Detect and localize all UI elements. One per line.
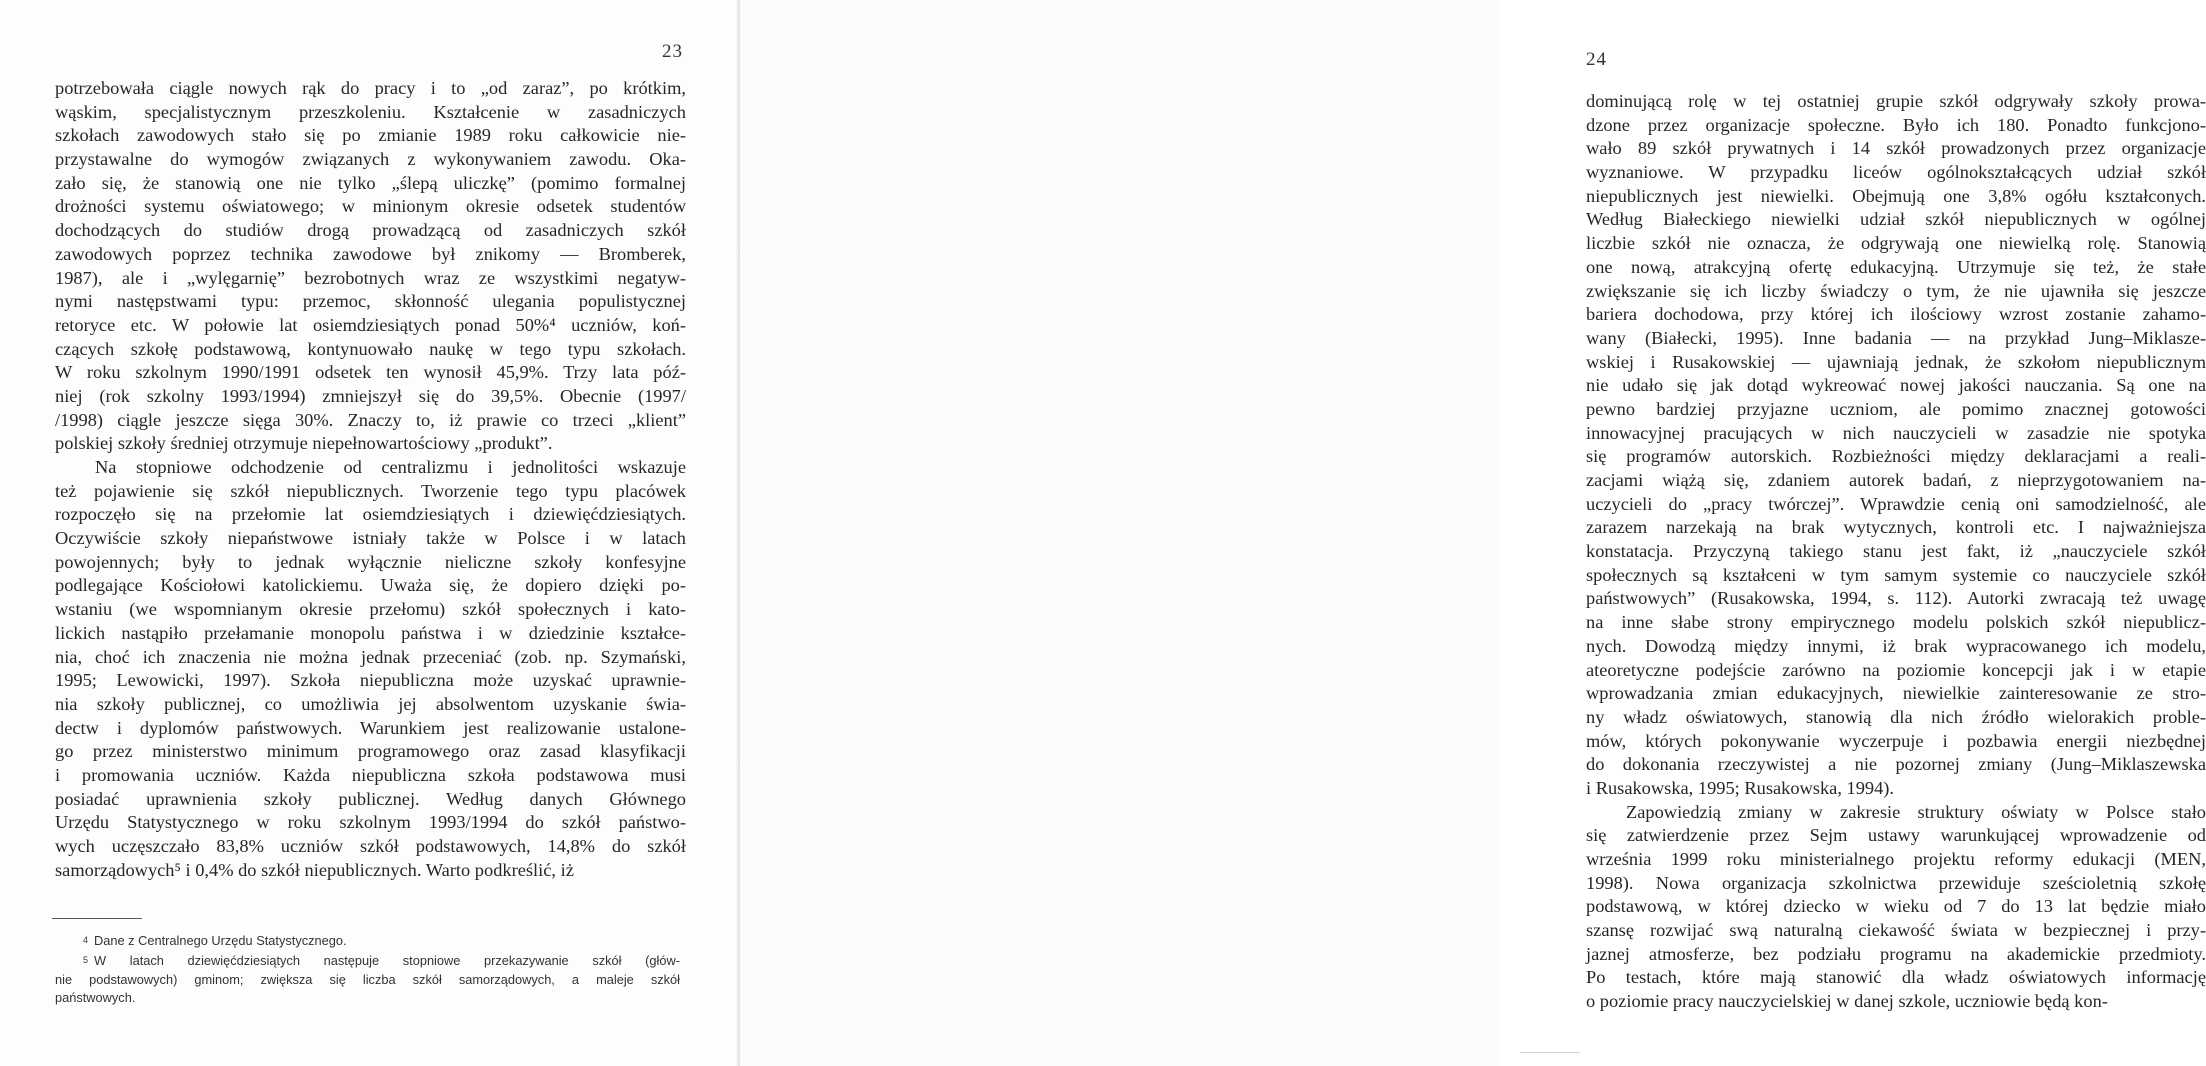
text-line: Urzędu Statystycznego w roku szkolnym 1993/1994 do szkół państwo-	[55, 812, 686, 833]
text-line: zawodowych poprzez technika zawodowe był znikomy — Bromberek,	[55, 243, 686, 264]
text-line: podstawową, w której dziecko w wieku od 7 do 13 lat będzie miało	[1586, 896, 2206, 917]
text-line: pewno bardziej przyjazne uczniom, ale pomimo znacznej gotowości	[1586, 398, 2206, 419]
text-line: wych uczęszczało 83,8% uczniów szkół podstawowych, 14,8% do szkół	[55, 836, 686, 856]
text-line: polskiej szkoły średniej otrzymuje niepełnowartościowy „produkt”.	[55, 433, 553, 454]
text-line: się zatwierdzenie przez Sejm ustawy warunkującej wprowadzenie od	[1586, 825, 2206, 846]
text-line: wało 89 szkół prywatnych i 14 szkół prowadzonych przez organizacje	[1586, 138, 2206, 159]
text-line: nie udało się jak dotąd wykreować nowej jakości nauczania. Są one na	[1586, 375, 2206, 396]
text-line: zwiększanie się ich liczby świadczy o tym, że nie ujawniła się jeszcze	[1586, 280, 2206, 301]
text-line: W roku szkolnym 1990/1991 odsetek ten wynosił 45,9%. Trzy lata póź-	[55, 362, 686, 383]
footnote-marker: 5	[83, 954, 89, 965]
text-line: jaznej atmosferze, bez podziału programu na akademickie przedmioty.	[1586, 943, 2206, 964]
text-line: bariera dochodowa, przy której ich ilościowy wzrost zostanie zahamo-	[1586, 304, 2206, 325]
footnote-marker: 4	[83, 935, 89, 945]
text-line: nia szkoły publicznej, co umożliwia jej absolwentom uzyskanie świa-	[55, 693, 686, 714]
text-line: Po testach, które mają stanowić dla władz oświatowych informację	[1586, 967, 2206, 988]
text-line: Według Białeckiego niewielki udział szkół niepublicznych w ogólnej	[1586, 209, 2206, 230]
text-line: konstatacja. Przyczyną takiego stanu jest fakt, iż „nauczyciele szkół	[1586, 541, 2206, 562]
text-line: podlegające Kościołowi katolickiemu. Uważa się, że dopiero dzięki po-	[55, 575, 686, 596]
footnote	[55, 932, 680, 952]
footnote	[55, 952, 680, 1007]
text-line: dectw i dyplomów państwowych. Warunkiem jest realizowanie ustalone-	[55, 717, 686, 738]
text-line: Na stopniowe odchodzenie od centralizmu i jednolitości wskazuje	[95, 457, 686, 477]
text-line: się programów autorskich. Rozbieżności między deklaracjami a reali-	[1586, 446, 2206, 467]
text-line: też pojawienie się szkół niepublicznych. Tworzenie tego typu placówek	[55, 480, 686, 501]
text-line: lickich nastąpiło przełamanie monopolu państwa i w dziedzinie kształce-	[55, 622, 686, 643]
text-line: Zapowiedzią zmiany w zakresie struktury oświaty w Polsce stało	[1626, 801, 2206, 822]
text-line: wąskim, specjalistycznym przeszkoleniu. Kształcenie w zasadniczych	[55, 101, 686, 122]
text-line: wstaniu (we wspomnianym okresie przełomu) szkół społecznych i kato-	[55, 599, 686, 620]
text-line: innowacyjnej pracujących w nich nauczycieli w zasadzie nie spotyka	[1586, 422, 2206, 443]
footnotes	[55, 932, 680, 1006]
text-line: niej (rok szkolny 1993/1994) zmniejszył się do 39,5%. Obecnie (1997/	[55, 385, 686, 406]
text-line: dominującą rolę w tej ostatniej grupie szkół odgrywały szkoły prowa-	[1586, 91, 2206, 111]
text-line: nymi następstwami typu: przemoc, skłonność ulegania populistycznej	[55, 291, 686, 312]
text-line: na inne słabe strony empirycznego modelu polskich szkół niepublicz-	[1586, 612, 2206, 633]
text-line: liczbie szkół nie oznacza, że odgrywają one niewielką rolę. Stanowią	[1586, 233, 2206, 254]
text-line: i Rusakowska, 1995; Rusakowska, 1994).	[1586, 777, 1895, 798]
text-line: września 1999 roku ministerialnego projektu reformy edukacji (MEN,	[1586, 849, 2206, 869]
text-line: wskiej i Rusakowskiej — ujawniają jednak, że szkołom niepublicznym	[1586, 351, 2206, 372]
text-line: państwowych” (Rusakowska, 1994, s. 112). Autorki zwracają też uwagę	[1586, 588, 2206, 609]
text-line: ateoretyczne podejście zarówno na poziomie koncepcji jak i w etapie	[1586, 659, 2206, 680]
right-page-body	[1586, 90, 2206, 1014]
page-number-left: 23	[662, 41, 683, 62]
text-line: 1987), ale i „wylęgarnię” bezrobotnych wraz ze wszystkimi negatyw-	[55, 267, 686, 288]
text-line: zarazem narzekają na brak wytycznych, kontroli etc. I najważniejsza	[1586, 517, 2206, 538]
footnote-line	[55, 989, 680, 1007]
text-line: dochodzących do studiów drogą prowadzącą od zasadniczych szkół	[55, 220, 686, 241]
text-line: nych. Dowodzą między innymi, iż brak wypracowanego ich modelu,	[1586, 635, 2206, 656]
text-line: go przez ministerstwo minimum programowego oraz zasad klasyfikacji	[55, 741, 686, 762]
footnote-text: nie podstawowych) gminom; zwiększa się liczba szkół samorządowych, a maleje szkół	[55, 972, 680, 987]
text-line: potrzebowała ciągle nowych rąk do pracy i to „od zaraz”, po krótkim,	[55, 78, 686, 98]
text-line: 1998). Nowa organizacja szkolnictwa przewiduje sześcioletnią szkołę	[1586, 872, 2206, 893]
page-number-right: 24	[1586, 49, 1607, 70]
footnote-separator	[52, 918, 142, 919]
text-line: uczycieli do „pracy twórczej”. Wprawdzie cenią oni samodzielność, ale	[1586, 493, 2206, 514]
text-line: o poziomie pracy nauczycielskiej w danej szkole, uczniowie będą kon-	[1586, 991, 2108, 1012]
left-page-body	[55, 77, 686, 882]
text-line: dzone przez organizacje społeczne. Było ich 180. Ponadto funkcjono-	[1586, 114, 2206, 135]
scan-mark	[1520, 1052, 1580, 1053]
text-line: i promowania uczniów. Każda niepubliczna szkoła podstawowa musi	[55, 764, 686, 785]
footnote-line	[55, 952, 680, 972]
text-line: nia, choć ich znaczenia nie można jednak przeceniać (zob. np. Szymański,	[55, 646, 686, 667]
text-line: rozpoczęło się na przełomie lat osiemdziesiątych i dziewięćdziesiątych.	[55, 504, 686, 525]
text-line: społecznych są kształceni w tym samym systemie co nauczyciele szkół	[1586, 564, 2206, 585]
text-line: przystawalne do wymogów związanych z wykonywaniem zawodu. Oka-	[55, 149, 686, 170]
text-line: drożności systemu oświatowego; w minionym okresie odsetek studentów	[55, 196, 686, 217]
text-line: posiadać uprawnienia szkoły publicznej. Według danych Głównego	[55, 788, 686, 809]
text-line: samorządowych⁵ i 0,4% do szkół niepublicznych. Warto podkreślić, iż	[55, 859, 574, 880]
footnote-line	[55, 971, 680, 989]
text-line: 1995; Lewowicki, 1997). Szkoła niepubliczna może uzyskać uprawnie-	[55, 670, 686, 691]
text-line: zało się, że stanowią one nie tylko „ślepą uliczkę” (pomimo formalnej	[55, 172, 686, 193]
text-line: powojennych; były to jednak wyłącznie nieliczne szkoły konfesyjne	[55, 551, 686, 572]
footnote-text: Dane z Centralnego Urzędu Statystycznego.	[94, 933, 347, 948]
right-page	[740, 0, 2206, 1066]
text-line: wany (Białecki, 1995). Inne badania — na przykład Jung–Miklasze-	[1586, 327, 2206, 348]
text-line: do dokonania rzeczywistej a nie pozornej zmiany (Jung–Miklaszewska	[1586, 754, 2206, 775]
text-line: retoryce etc. W połowie lat osiemdziesiątych ponad 50%⁴ uczniów, koń-	[55, 314, 686, 335]
text-line: Oczywiście szkoły niepaństwowe istniały także w Polsce i w latach	[55, 528, 686, 549]
text-line: niepublicznych jest niewielki. Obejmują one 3,8% ogółu kształconych.	[1586, 185, 2206, 206]
footnote-text: W latach dziewięćdziesiątych następuje stopniowe przekazywanie szkół (głów-	[94, 952, 680, 968]
text-line: mów, których pokonywanie wyczerpuje i pozbawia energii niezbędnej	[1586, 730, 2206, 751]
footnote-line	[55, 932, 680, 952]
text-line: wyznaniowe. W przypadku liceów ogólnokształcących udział szkół	[1586, 162, 2206, 183]
text-line: szansę rozwijać swą naturalną ciekawość świata w bezpiecznej i przy-	[1586, 920, 2206, 941]
text-line: czących szkołę podstawową, kontynuowało naukę w tego typu szkołach.	[55, 338, 686, 359]
text-line: ny władz oświatowych, stanowią dla nich źródło wielorakich proble-	[1586, 706, 2206, 727]
text-line: zacjami wiążą się, zdaniem autorek badań, z nieprzygotowaniem na-	[1586, 470, 2206, 490]
text-line: one nową, atrakcyjną ofertę edukacyjną. Utrzymuje się też, że stałe	[1586, 256, 2206, 277]
left-page	[0, 0, 740, 1066]
text-line: szkołach zawodowych stało się po zmianie 1989 roku całkowicie nie-	[55, 125, 686, 146]
text-line: /1998) ciągle jeszcze sięga 30%. Znaczy to, iż prawie co trzeci „klient”	[55, 409, 686, 430]
footnote-text: państwowych.	[55, 989, 136, 1005]
text-line: wprowadzania zmian edukacyjnych, niewielkie zainteresowanie ze stro-	[1586, 683, 2206, 704]
